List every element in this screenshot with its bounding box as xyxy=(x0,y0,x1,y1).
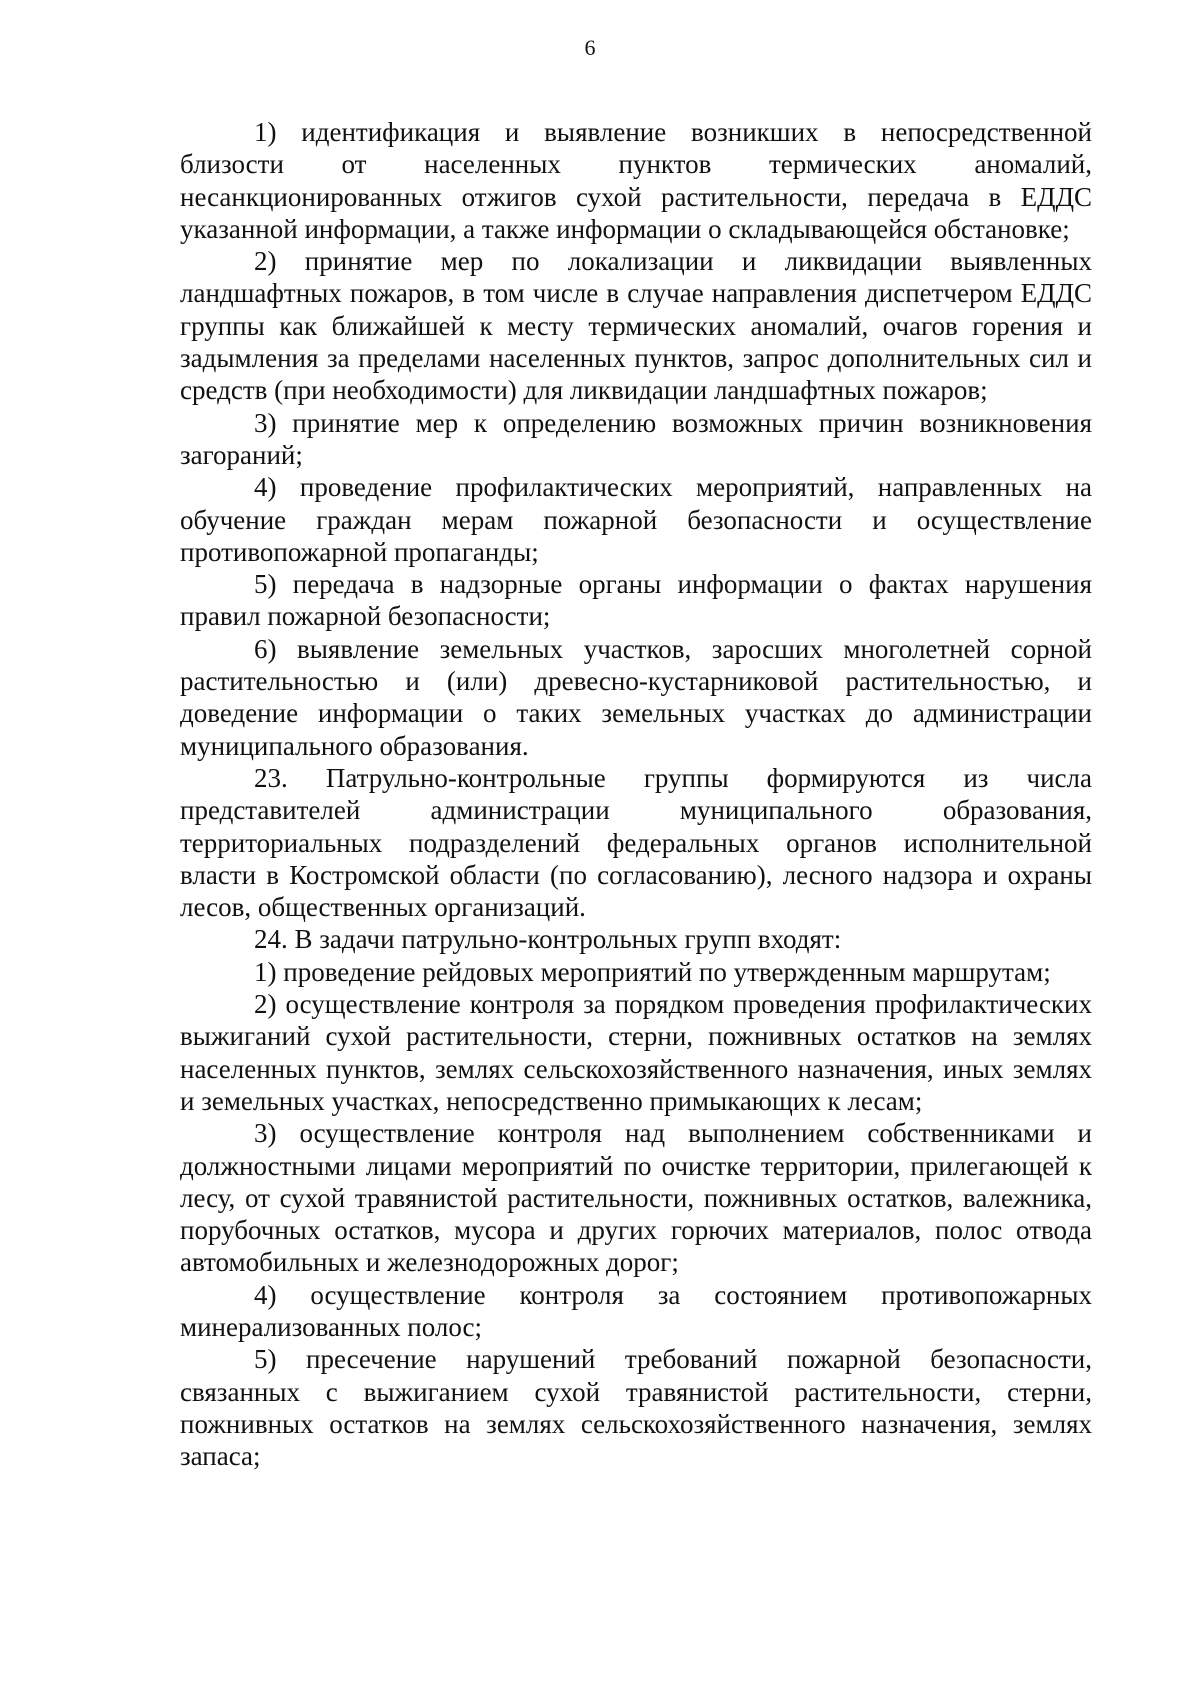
task-2-burning-control: 2) осуществление контроля за порядком проведения профилактических выжиганий сухой растительности, стерни, пожнивных остатков на землях населенных пунктов, землях сельскохозяйственного назначения, иных землях и земельных участках, непосредственно примыкающих к лесам; xyxy=(180,989,1092,1116)
paragraph-5-reporting: 5) передача в надзорные органы информации о фактах нарушения правил пожарной безопасности; xyxy=(180,569,1092,632)
task-5-violations: 5) пресечение нарушений требований пожарной безопасности, связанных с выжиганием сухой травянистой растительности, стерни, пожнивных остатков на землях сельскохозяйственного назначения, землях запаса; xyxy=(180,1344,1092,1472)
paragraph-1-identification: 1) идентификация и выявление возникших в непосредственной близости от населенных пунктов термических аномалий, несанкционированных отжигов сухой растительности, передача в ЕДДС указанной информации, а также информации о складывающейся обстановке; xyxy=(180,117,1092,244)
task-1-raids: 1) проведение рейдовых мероприятий по утвержденным маршрутам; xyxy=(254,956,1051,987)
document-body xyxy=(180,116,1092,1472)
paragraph-2-localization: 2) принятие мер по локализации и ликвидации выявленных ландшафтных пожаров, в том числе в случае направления диспетчером ЕДДС группы как ближайшей к месту термических аномалий, очагов горения и задымления за пределами населенных пунктов, запрос дополнительных сил и средств (при необходимости) для ликвидации ландшафтных пожаров; xyxy=(180,246,1092,406)
task-4-firebreaks: 4) осуществление контроля за состоянием противопожарных минерализованных полос; xyxy=(180,1279,1092,1342)
task-3-cleanup-control: 3) осуществление контроля над выполнением собственниками и должностными лицами мероприятий по очистке территории, прилегающей к лесу, от сухой травянистой растительности, пожнивных остатков, валежника, порубочных остатков, мусора и других горючих материалов, полос отвода автомобильных и железнодорожных дорог; xyxy=(180,1118,1092,1278)
paragraph-24-group-tasks: 24. В задачи патрульно-контрольных групп входят: xyxy=(254,924,842,955)
paragraph-6-land-plots: 6) выявление земельных участков, заросших многолетней сорной растительностью и (или) древесно-кустарниковой растительностью, и доведение информации о таких земельных участках до администрации муниципального образования. xyxy=(180,633,1092,761)
paragraph-23-group-formation: 23. Патрульно-контрольные группы формируются из числа представителей администрации муниципального образования, территориальных подразделений федеральных органов исполнительной власти в Костромской области (по согласованию), лесного надзора и охраны лесов, общественных организаций. xyxy=(180,762,1092,923)
paragraph-4-prevention: 4) проведение профилактических мероприятий, направленных на обучение граждан мерам пожарной безопасности и осуществление противопожарной пропаганды; xyxy=(180,472,1092,567)
page-number: 6 xyxy=(584,35,596,60)
paragraph-3-causes: 3) принятие мер к определению возможных причин возникновения загораний; xyxy=(180,407,1092,470)
